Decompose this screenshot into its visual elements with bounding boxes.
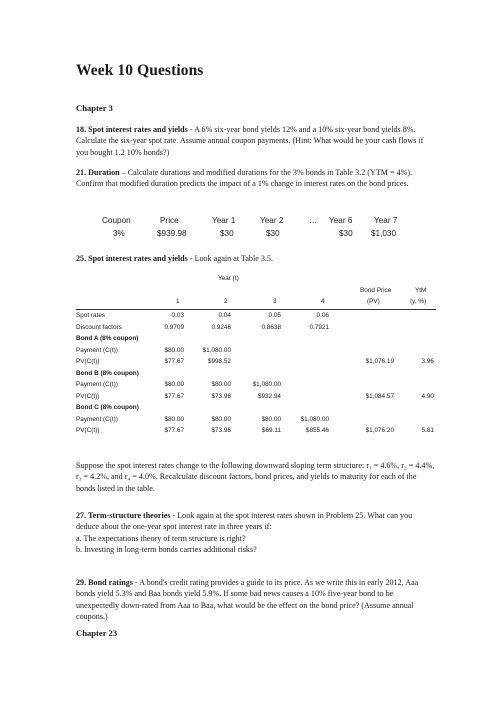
question-27-a: a. The expectations theory of term structure is right? xyxy=(76,533,246,543)
ytm-unit-header: (y, %) xyxy=(410,298,427,305)
question-21-text: – Calculate durations and modified durations for the 3% bonds in Table 3.2 (YTM = 4%). Confirm that modified duration predicts the impact of a 1% change in interest rates on the bond prices. xyxy=(76,168,413,189)
page-title: Week 10 Questions xyxy=(76,62,204,79)
year6-value: $30 xyxy=(339,229,353,238)
table-row-label: PV(C(t)) xyxy=(76,427,100,434)
bond-price-header: Bond Price xyxy=(360,287,392,294)
question-18-heading: 18. Spot interest rates and yields xyxy=(76,125,188,134)
chapter-3-heading: Chapter 3 xyxy=(76,103,113,113)
ellipsis-header: … xyxy=(309,216,318,225)
table-cell: $80.00 xyxy=(164,415,184,423)
question-18 xyxy=(76,124,436,158)
paragraph-new-spot-rates: Suppose the spot interest rates change to the following downward sloping term structure: r₁ = 4.6%, r₂ = 4.4%, r₃ = 4.2%, and r₄ = 4.0%. Recalculate discount factors, bond prices, and yields to maturity for each of the bonds listed in the table. xyxy=(76,461,435,493)
table-row-label: Bond A (8% coupon) xyxy=(76,335,139,342)
table-cell: $1,080.00 xyxy=(300,415,329,423)
table-cell: $80.00 xyxy=(211,381,231,388)
table-cell: $855.46 xyxy=(305,427,329,434)
table-cell: $932.94 xyxy=(257,392,281,400)
table-cell: $1,080.00 xyxy=(252,381,281,388)
coupon-header: Coupon xyxy=(102,216,131,225)
ytm-cell: 4.90 xyxy=(421,392,434,400)
question-27-b: b. Investing in long-term bonds carries additional risks? xyxy=(76,545,257,555)
year-header: Year (t) xyxy=(218,275,239,282)
question-29-text: - A bond's credit rating provides a guide to its price. As we write this in early 2012, Aaa bonds yield 5.3% and Baa bonds yield 5.9%. If some bad news causes a 10% five-year bond to be unexpectedly down-rated from Aaa to Baa, what would be the effect on the bond price? (Assume annual coupons.) xyxy=(76,578,419,622)
table-row-label: Discount factors xyxy=(76,323,122,331)
table-cell: $80.00 xyxy=(164,346,184,354)
table-cell: 0.7921 xyxy=(309,323,329,331)
question-21 xyxy=(76,167,436,190)
year2-header: Year 2 xyxy=(260,216,284,225)
table-cell: 0.03 xyxy=(171,312,184,319)
table-cell: $77.67 xyxy=(164,427,184,434)
question-18-text: - A 6% six-year bond yields 12% and a 10% six-year bond yields 8%. Calculate the six-year spot rate. Assume annual coupon payments. (Hint: What would be your cash flows if you bought 1.2 10% bonds?) xyxy=(76,125,424,157)
col-header-4: 4 xyxy=(321,298,325,305)
year2-value: $30 xyxy=(266,229,280,238)
year1-header: Year 1 xyxy=(212,216,236,225)
table-cell: $77.67 xyxy=(164,392,184,400)
year6-header: Year 6 xyxy=(329,216,353,225)
question-25-heading: 25. Spot interest rates and yields xyxy=(76,254,188,263)
table-row-label: Bond B (8% coupon) xyxy=(76,369,139,377)
year7-value: $1,030 xyxy=(371,229,397,238)
question-27-heading: 27. Term-structure theories xyxy=(76,511,171,520)
question-25 xyxy=(76,253,436,264)
ytm-cell: 5.81 xyxy=(421,427,434,434)
table-row-label: Bond C (8% coupon) xyxy=(76,404,139,411)
table-cell: $80.00 xyxy=(261,415,281,423)
table-cell: 0.06 xyxy=(316,312,329,319)
question-29 xyxy=(76,577,436,623)
col-header-2: 2 xyxy=(224,298,228,305)
table-cell: $80.00 xyxy=(164,381,184,388)
table-cell: $80.00 xyxy=(211,415,231,423)
question-27 xyxy=(76,510,436,556)
table-row-label: Payment (C(t)) xyxy=(76,381,118,388)
table-row-label: PV(C(t)) xyxy=(76,358,100,365)
table-cell: 0.05 xyxy=(268,312,281,319)
chapter-23-heading: Chapter 23 xyxy=(76,628,118,638)
table-cell: 0.9709 xyxy=(164,323,184,331)
ytm-header: YtM xyxy=(415,287,427,294)
year1-value: $30 xyxy=(220,229,234,238)
pv-header: (PV) xyxy=(367,298,380,305)
table-cell: 0.8638 xyxy=(261,323,281,331)
bond-price-cell: $1,076.20 xyxy=(365,427,394,434)
table-row-label: Payment (C(t)) xyxy=(76,346,118,354)
question-29-heading: 29. Bond ratings xyxy=(76,578,133,587)
question-27-text: - Look again at the spot interest rates shown in Problem 25. What can you deduce about the one-year spot interest rate in three years if: xyxy=(76,511,413,532)
coupon-value: 3% xyxy=(113,229,125,238)
table-cell: $73.96 xyxy=(211,427,231,434)
year7-header: Year 7 xyxy=(374,216,398,225)
table-cell: $69.11 xyxy=(261,427,281,434)
table-cell: $998.52 xyxy=(207,358,231,365)
price-value: $939.98 xyxy=(157,229,187,238)
table-cell: $73.96 xyxy=(211,392,231,400)
bond-price-cell: $1,084.57 xyxy=(365,392,394,400)
col-header-3: 3 xyxy=(273,298,277,305)
table-cell: $77.67 xyxy=(164,358,184,365)
table-cell: $1,080.00 xyxy=(202,346,231,354)
price-header: Price xyxy=(160,216,179,225)
table-cell: 0.9246 xyxy=(211,323,231,331)
table-cell: 0.04 xyxy=(218,312,231,319)
question-21-heading: 21. Duration xyxy=(76,168,120,177)
col-header-1: 1 xyxy=(176,298,180,305)
header-rule xyxy=(76,309,436,310)
table-row-label: PV(C(t)) xyxy=(76,392,100,400)
bond-price-cell: $1,076.19 xyxy=(365,358,394,365)
question-25-text: - Look again at Table 3.5. xyxy=(187,254,273,263)
table-row-label: Payment (C(t)) xyxy=(76,415,118,423)
ytm-cell: 3.96 xyxy=(421,358,434,365)
table-row-label: Spot rates xyxy=(76,312,106,319)
